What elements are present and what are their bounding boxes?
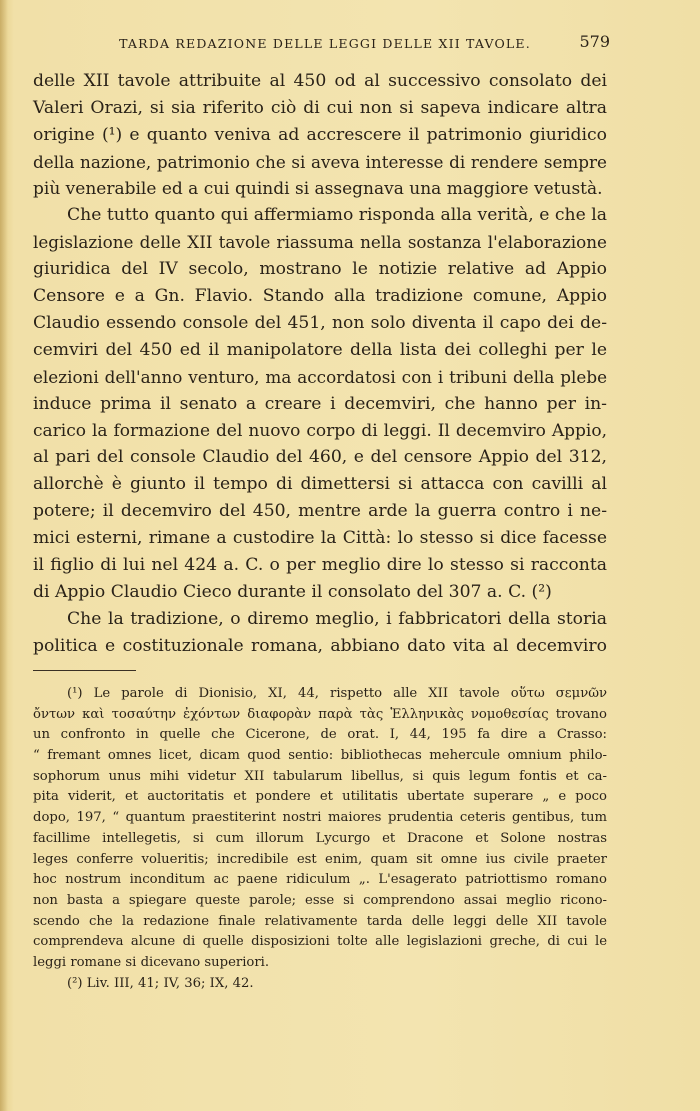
text-line: Claudio essendo console del 451, non solo diventa il capo dei de- (33, 313, 607, 334)
text-line: il figlio di lui nel 424 a. C. o per meglio dire lo stesso si racconta (33, 555, 607, 576)
text-line: cemviri del 450 ed il manipolatore della lista dei colleghi per le (33, 339, 607, 360)
footnote-separator (33, 670, 136, 671)
footnote-line: comprendeva alcune di quelle disposizioni tolte alle legislazioni greche, di cui le (33, 934, 607, 950)
footnote-line: (²) Liv. III, 41; IV, 36; IX, 42. (67, 975, 254, 991)
footnote-line: un confronto in quelle che Cicerone, de orat. I, 44, 195 fa dire a Crasso: (33, 727, 607, 743)
footnote-line: non basta a spiegare queste parole; esse si comprendono assai meglio ricono- (33, 892, 607, 908)
text-line: elezioni dell'anno venturo, ma accordatosi con i tribuni della plebe (33, 366, 607, 387)
text-line: al pari del console Claudio del 460, e del censore Appio del 312, (33, 447, 607, 468)
text-line: legislazione delle XII tavole riassuma nella sostanza l'elaborazione (33, 232, 607, 253)
text-line: carico la formazione del nuovo corpo di leggi. Il decemviro Appio, (33, 420, 607, 441)
text-line: Censore e a Gn. Flavio. Stando alla tradizione comune, Appio (33, 286, 607, 307)
footnotes (33, 684, 607, 994)
footnote-line: facillime intellegetis, si cum illorum Lycurgo et Dracone et Solone nostras (33, 830, 607, 846)
text-line: giuridica del IV secolo, mostrano le notizie relative ad Appio (33, 259, 607, 280)
footnote-line: hoc nostrum inconditum ac paene ridiculum „. L'esagerato patriottismo romano (33, 872, 607, 888)
footnote-line: sophorum unus mihi videtur XII tabularum libellus, si quis legum fontis et ca- (33, 768, 607, 784)
text-line: di Appio Claudio Cieco durante il consolato del 307 a. C. (²) (33, 581, 552, 602)
running-head: TARDA REDAZIONE DELLE LEGGI DELLE XII TAVOLE. (119, 36, 531, 51)
text-line: Che la tradizione, o diremo meglio, i fabbricatori della storia (67, 608, 607, 629)
footnote-line: scendo che la redazione finale relativamente tarda delle leggi delle XII tavole (33, 913, 607, 929)
footnote-line: (¹) Le parole di Dionisio, XI, 44, rispetto alle XII tavole οὕτω σεμνῶν (67, 686, 607, 701)
page-number: 579 (579, 32, 610, 51)
text-line: della nazione, patrimonio che si aveva interesse di rendere sempre (33, 151, 607, 172)
text-line: allorchè è giunto il tempo di dimettersi si attacca con cavilli al (33, 474, 607, 495)
text-line: origine (¹) e quanto veniva ad accrescere il patrimonio giuridico (33, 124, 607, 145)
text-line: politica e costituzionale romana, abbiano dato vita al decemviro (33, 635, 607, 656)
footnote-line: ὄντων καὶ τοσαύτην ἐχόντων διαφορὰν παρὰ τὰς Ἑλληνικὰς νομοθεσίας trovano (33, 706, 607, 722)
text-line: induce prima il senato a creare i decemviri, che hanno per in- (33, 393, 607, 414)
footnote-line: leges conferre volueritis; incredibile est enim, quam sit omne ius civile praeter (33, 851, 607, 867)
footnote-line: dopo, 197, “ quantum praestiterint nostri maiores prudentia ceteris gentibus, tum (33, 810, 607, 826)
spine-shadow (0, 0, 8, 1111)
text-line: mici esterni, rimane a custodire la Città: lo stesso si dice facesse (33, 528, 607, 549)
text-line: delle XII tavole attribuite al 450 od al successivo consolato dei (33, 71, 607, 91)
text-line: più venerabile ed a cui quindi si assegnava una maggiore vetustà. (33, 178, 603, 199)
text-line: Valeri Orazi, si sia riferito ciò di cui non si sapeva indicare altra (33, 97, 607, 118)
footnote-line: pita viderit, et auctoritatis et pondere et utilitatis ubertate superare „ e poco (33, 789, 607, 805)
footnote-line: leggi romane si dicevano superiori. (33, 954, 270, 970)
footnote-line: “ fremant omnes licet, dicam quod sentio: bibliothecas mehercule omnium philo- (33, 748, 607, 764)
text-line: potere; il decemviro del 450, mentre arde la guerra contro i ne- (33, 501, 607, 522)
text-line: Che tutto quanto qui affermiamo risponda alla verità, e che la (67, 205, 607, 226)
main-text (33, 68, 607, 660)
